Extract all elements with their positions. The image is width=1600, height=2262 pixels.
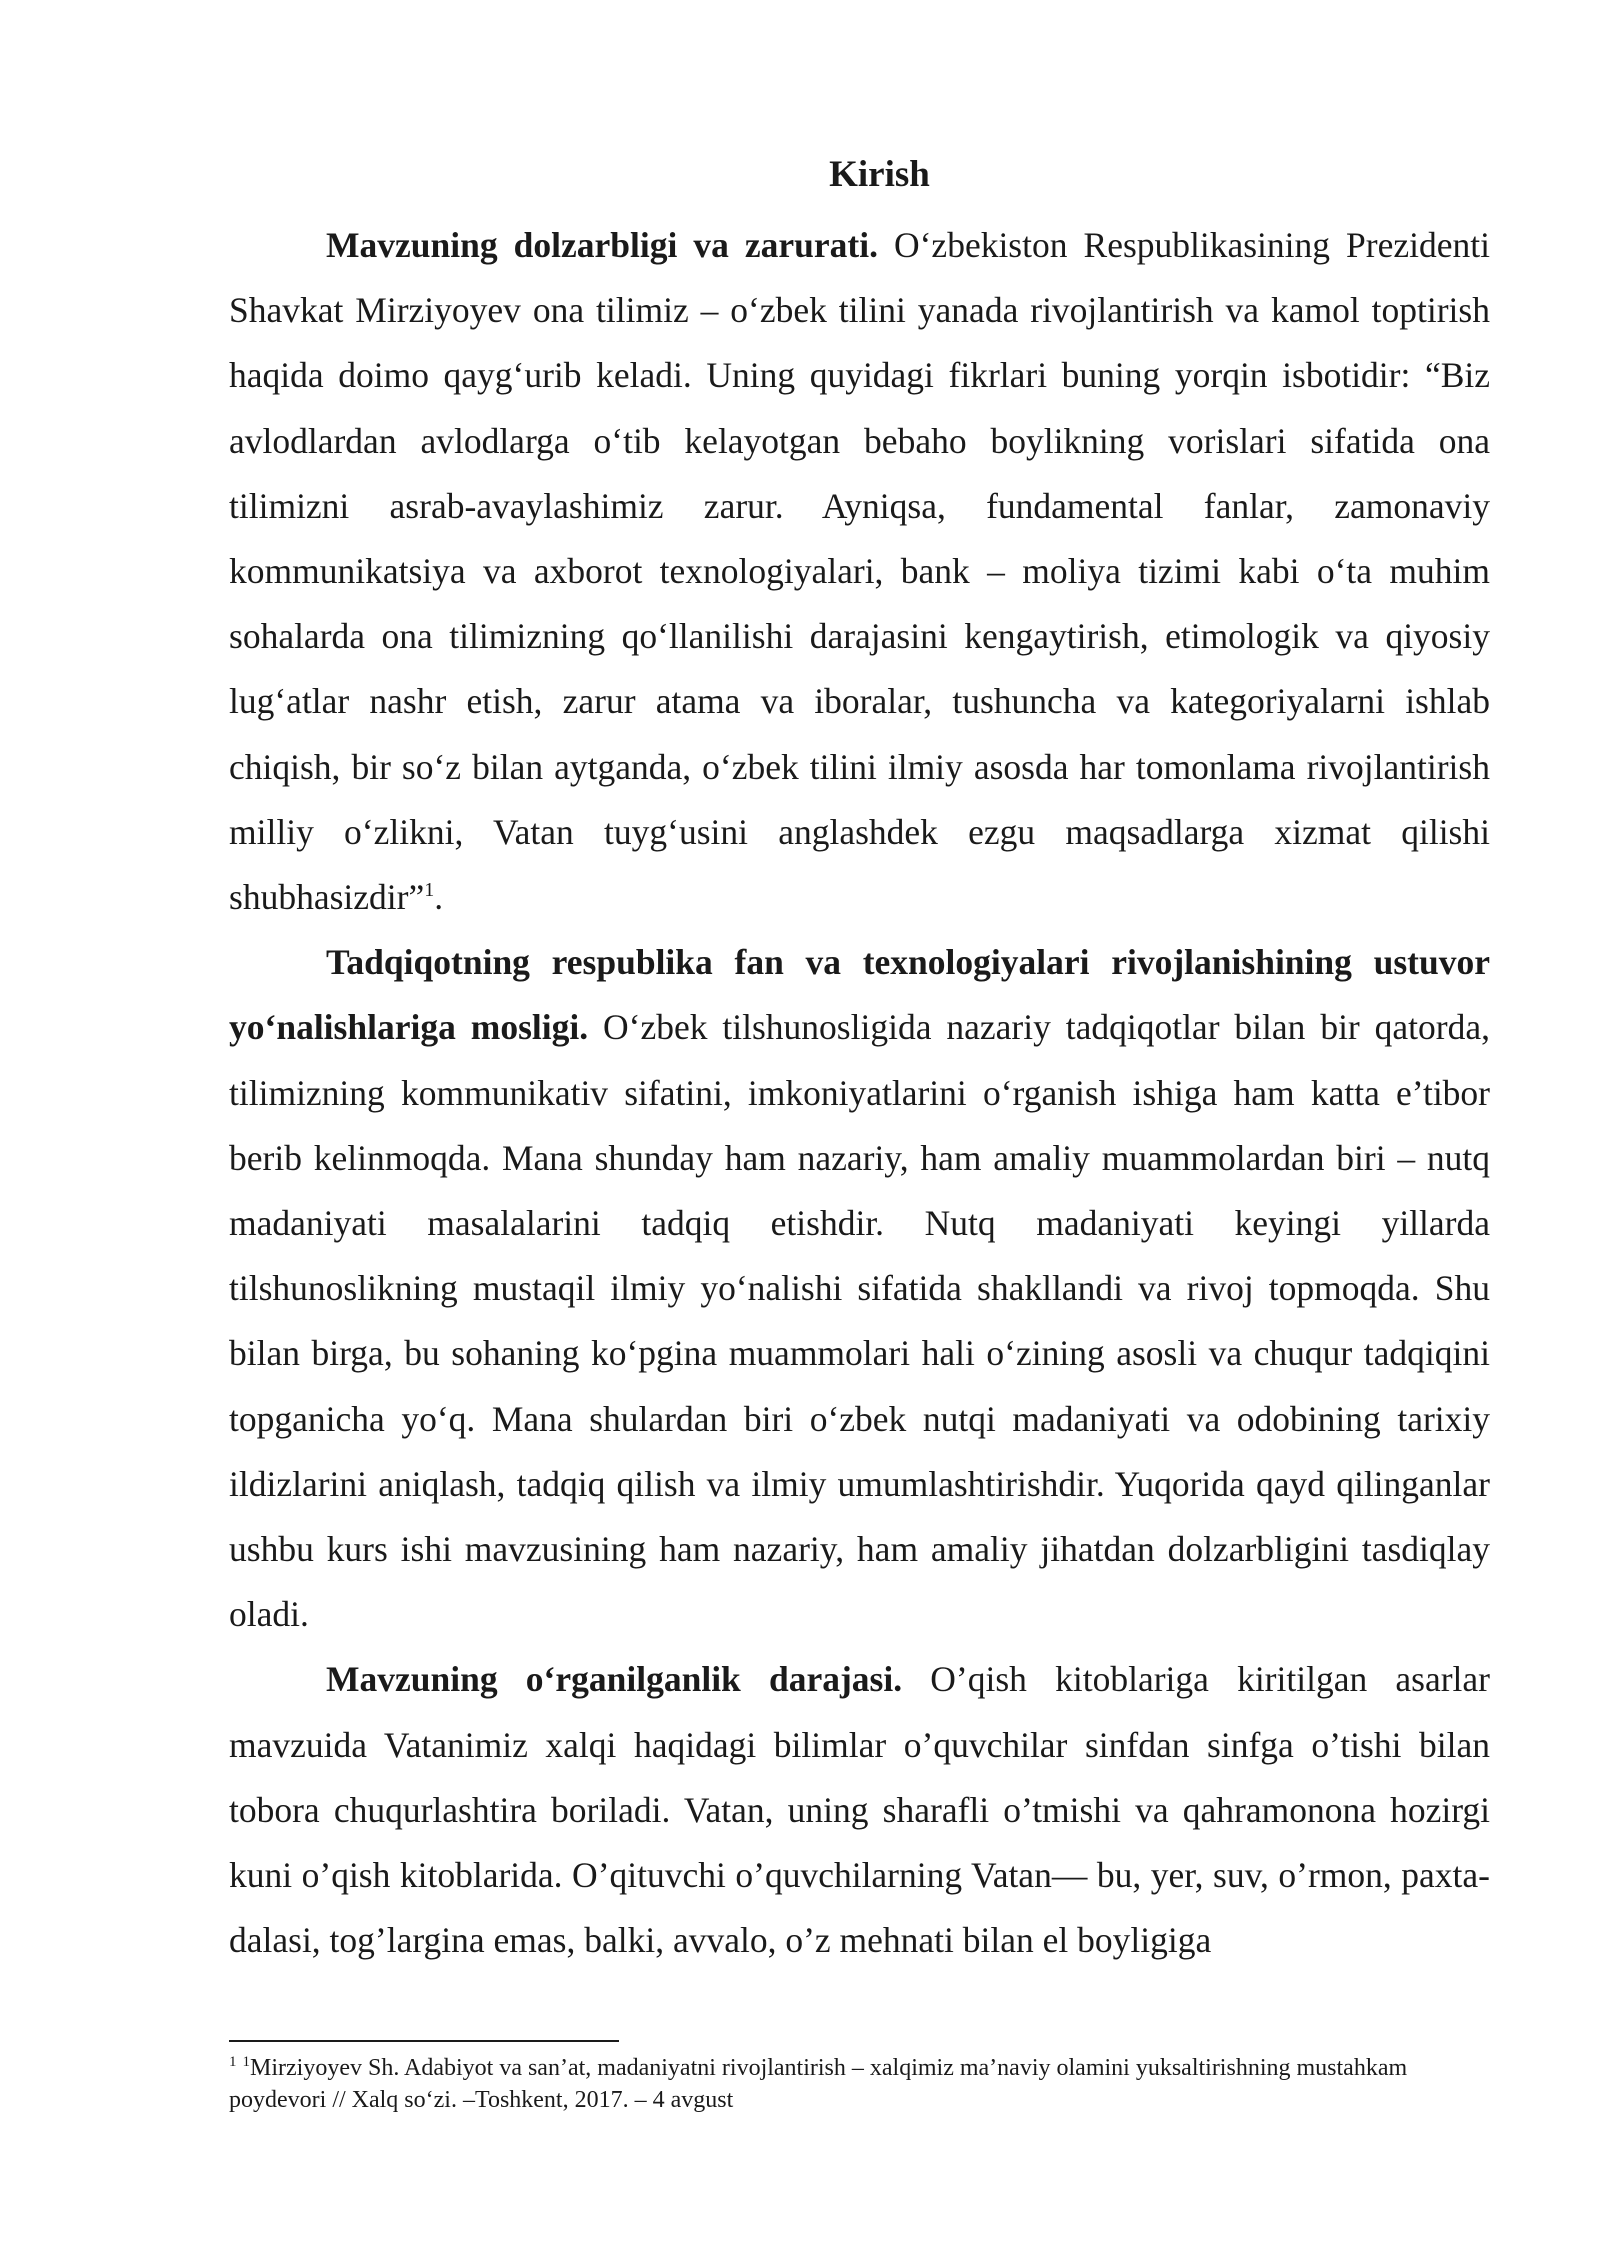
footnote (229, 2052, 1490, 2116)
footnote-marker: 1 (229, 2054, 237, 2070)
paragraph-text: O‘zbek tilshunosligida nazariy tadqiqotlar bilan bir qatorda, tilimizning kommunikativ sifatini, imkoniyatlarini o‘rganish ishiga ham katta e’tibor berib kelinmoqda. Mana shunday ham nazariy, ham amaliy muammolardan biri – nutq madaniyati masalalarini tadqiq etishdir. Nutq madaniyati keyingi yillarda tilshunoslikning mustaqil ilmiy yo‘nalishi sifatida shakllandi va rivoj topmoqda. Shu bilan birga, bu sohaning ko‘pgina muammolari hali o‘zining asosli va chuqur tadqiqini topganicha yo‘q. Mana shulardan biri o‘zbek nutqi madaniyati va odobining tarixiy ildizlarini aniqlash, tadqiq qilish va ilmiy umumlashtirishdir. Yuqorida qayd qilinganlar ushbu kurs ishi mavzusining ham nazariy, ham amaliy jihatdan dolzarbligini tasdiqlay oladi. (229, 1007, 1490, 1635)
page-body (229, 148, 1490, 1973)
paragraph-heading: Mavzuning o‘rganilganlik darajasi. (326, 1659, 903, 1700)
paragraph-tail: . (434, 877, 444, 918)
paragraph-study-level (229, 1647, 1490, 1973)
paragraph-heading: Mavzuning dolzarbligi va zarurati. (326, 225, 878, 265)
footnote-inner-marker: 1 (242, 2054, 250, 2070)
paragraph-text: O’qish kitoblariga kiritilgan asarlar mavzuida Vatanimiz xalqi haqidagi bilimlar o’quvchilar sinfdan sinfga o’tishi bilan tobora chuqurlashtira boriladi. Vatan, uning sharafli o’tmishi va qahramonona hozirgi kuni o’qish kitoblarida. O’qituvchi o’quvchilarning Vatan— bu, yer, suv, o’rmon, paxta-dalasi, tog’largina emas, balki, avvalo, o’z mehnati bilan el boyligiga (229, 1659, 1490, 1961)
footnote-reference[interactable]: 1 (424, 879, 435, 902)
paragraph-text: O‘zbekiston Respublikasining Prezidenti Shavkat Mirziyoyev ona tilimiz – o‘zbek tilini yanada rivojlantirish va kamol toptirish haqida doimo qayg‘urib keladi. Uning quyidagi fikrlari buning yorqin isbotidir: “Biz avlodlardan avlodlarga o‘tib kelayotgan bebaho boylikning vorislari sifatida ona tilimizni asrab-avaylashimiz zarur. Ayniqsa, fundamental fanlar, zamonaviy kommunikatsiya va axborot texnologiyalari, bank – moliya tizimi kabi o‘ta muhim sohalarda ona tilimizning qo‘llanilishi darajasini kengaytirish, etimologik va qiyosiy lug‘atlar nashr etish, zarur atama va iboralar, tushuncha va kategoriyalarni ishlab chiqish, bir so‘z bilan aytganda, o‘zbek tilini ilmiy asosda har tomonlama rivojlantirish milliy o‘zlikni, Vatan tuyg‘usini anglashdek ezgu maqsadlarga xizmat qilishi shubhasizdir” (229, 225, 1490, 918)
footnote-separator (229, 2040, 619, 2042)
paragraph-heading: Tadqiqotning respublika fan va texnologiyalari rivojlanishining ustuvor yo‘nalishlariga mosligi. (229, 942, 1490, 1048)
paragraph-relevance (229, 213, 1490, 930)
page-title: Kirish (829, 154, 930, 195)
footnote-text: Mirziyoyev Sh. Adabiyot va san’at, madaniyatni rivojlantirish – xalqimiz ma’naviy olamini yuksaltirishning mustahkam poydevori // Xalq so‘zi. –Toshkent, 2017. – 4 avgust (229, 2055, 1408, 2113)
paragraph-priority (229, 930, 1490, 1647)
